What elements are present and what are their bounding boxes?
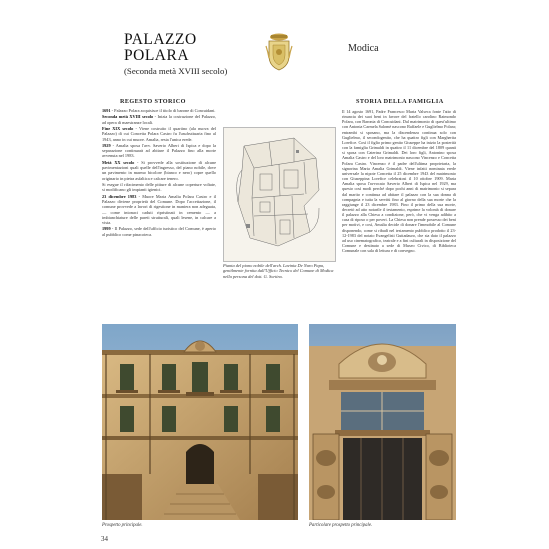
regesto-entry: Seconda metà XVIII secolo - Inizia la costruzione del Palazzo, ad opera di maestranze locali. <box>102 114 216 125</box>
facade-detail-photo <box>309 324 456 520</box>
page-title-line-1: PALAZZO <box>124 31 197 48</box>
regesto-entry: 1929 - Amalia sposa l'avv. Saverio Alberi di Ispica e dopo la separazione continuarà ad abitare il Palazzo fino alla morte avvenuta nel 1983. <box>102 142 216 159</box>
regesto-entry: 1999 - Il Palazzo, sede dell'ufficio turistico del Comune, è aperto al pubblico come pinacoteca. <box>102 226 216 237</box>
storia-column <box>342 109 456 254</box>
floor-plan-drawing <box>224 128 335 261</box>
plan-caption: Pianta del piano nobile dell'arch. Lavinia De Naro Papa, gentilmente fornita dall'Ufficio Tecnico del Comune di Modica nella persona del dott. G. Sortino. <box>223 263 334 279</box>
page-number: 34 <box>101 535 108 543</box>
detail-photo-caption: Particolare prospetto principale. <box>309 523 373 528</box>
regesto-entry: 23 dicembre 1983 - Muore Maria Amalia Polara Castro e il Palazzo diviene proprietà del Comune. Dopo l'accettazione, il comune provvede a lavori di rigestione in maniera non adeguata, — come intonaci caduti ripristinati in cemento — a imbianchiature delle pareti strutturali, quali lesene, in calcare a vista. <box>102 193 216 226</box>
page-title-line-2: POLARA <box>124 47 190 64</box>
regesto-heading: REGESTO STORICO <box>120 98 186 105</box>
regesto-entry: 1691 - Palazzo Polara acquisisce il titolo di barone di Concuidani. <box>102 108 216 113</box>
regesto-column <box>102 108 216 238</box>
storia-body: Il 14 agosto 1691, Padre Francesco Maria Valseca fonte l'atto di rinuncia dei suoi beni in favore del fratello carolino Raimondo Polara, con Baronia di Concuidani. Dal matrimonio di quest'ultimo con Antonia Carmela Salomè nascono Raffaele e Guglielmo Polara; entrambi si sposano, ma la discendenza continua solo con Guglielmo, il secondogenito, che ha quattro figli con Margherita Lorefice. Così il figlio primo genito Giuseppe ha inizio la posterità con la famiglia Grimaldi in quattro il 11 dicembre del 1809 quanti si sposa con Caterina Grimaldi. Dei loro figli, Antonino sposa Amalia Castro e del loro matrimonio nascono Vincenzo e Concetta Polara Castro. Vincenzo è il padre dell'ultima proprietaria, la signorina Maria Amalia Grimaldi. Viene infatti nominata erede universale la nipote Concetta il 25 dicembre 1943 del matrimonio con Giuseppina Lorefice celebratosi il 10 ottobre 1909. Maria Amalia sposa l'avvocato Saverio Alberi di Ispica nel 1929, ma questo così modi perché dopo pochi anni di matrimonio si separa dal marito e continua ad abitare il palazzo con la sua donna di compagnia e tutta la servitù fino al giorno della sua morte che la raggiunge il 23 dicembre 1983. Fino il primo della sua morte, decretò ad atto notarile il testamento, esprime la volontà di donare il palazzo alla Chiesa a condizione, però, che vi venga adibito a casa di riposo o per poveri. La Chiesa non prende possesso dei beni per motivi, e così, Amalia decide di donare l'immobile al Comune disponendo, come si ribadì nel testamento pubblico prodotto il 23-12-1983 del notaio Evangelisti Guttadauro, che sia dato il palazzo ad uso cinematografico, teatrale e a fini culturali in disposizione del Comune e destinato a sede di Museo Civico, di Biblioteca Comunale con sala di lettura e di convegno. <box>342 109 456 254</box>
regesto-entry: Si esegue il rifacimento delle pitture di alcune coperture voltate, si modificano gli impianti igienici. <box>102 181 216 193</box>
storia-heading: STORIA DELLA FAMIGLIA <box>356 98 444 105</box>
title-block <box>124 32 274 76</box>
facade-photo-caption: Prospetto principale. <box>102 523 143 528</box>
regesto-entry: Fine XIX secolo - Viene costruito il quartino (ala nuova del Palazzo) di cui Concetta Polara Castro fu l'usufruttuaria fino al 1943, anno in cui muore. Amalia, resta l'unica erede. <box>102 125 216 142</box>
coat-of-arms-icon <box>265 32 293 72</box>
floor-plan-image <box>223 127 336 262</box>
city-label: Modica <box>348 43 379 54</box>
facade-photo <box>102 324 298 520</box>
regesto-entry: Metà XX secolo - Si provvede alla sostituzione di alcune pavimentazioni quali quelle dell'ingresso, del piano nobile, dove un pavimento in marmo bicolore (bianco e nero) copre quello originario in pietra asfaltica e calcare tenero. <box>102 159 216 181</box>
page-subtitle: (Seconda metà XVIII secolo) <box>124 66 228 76</box>
